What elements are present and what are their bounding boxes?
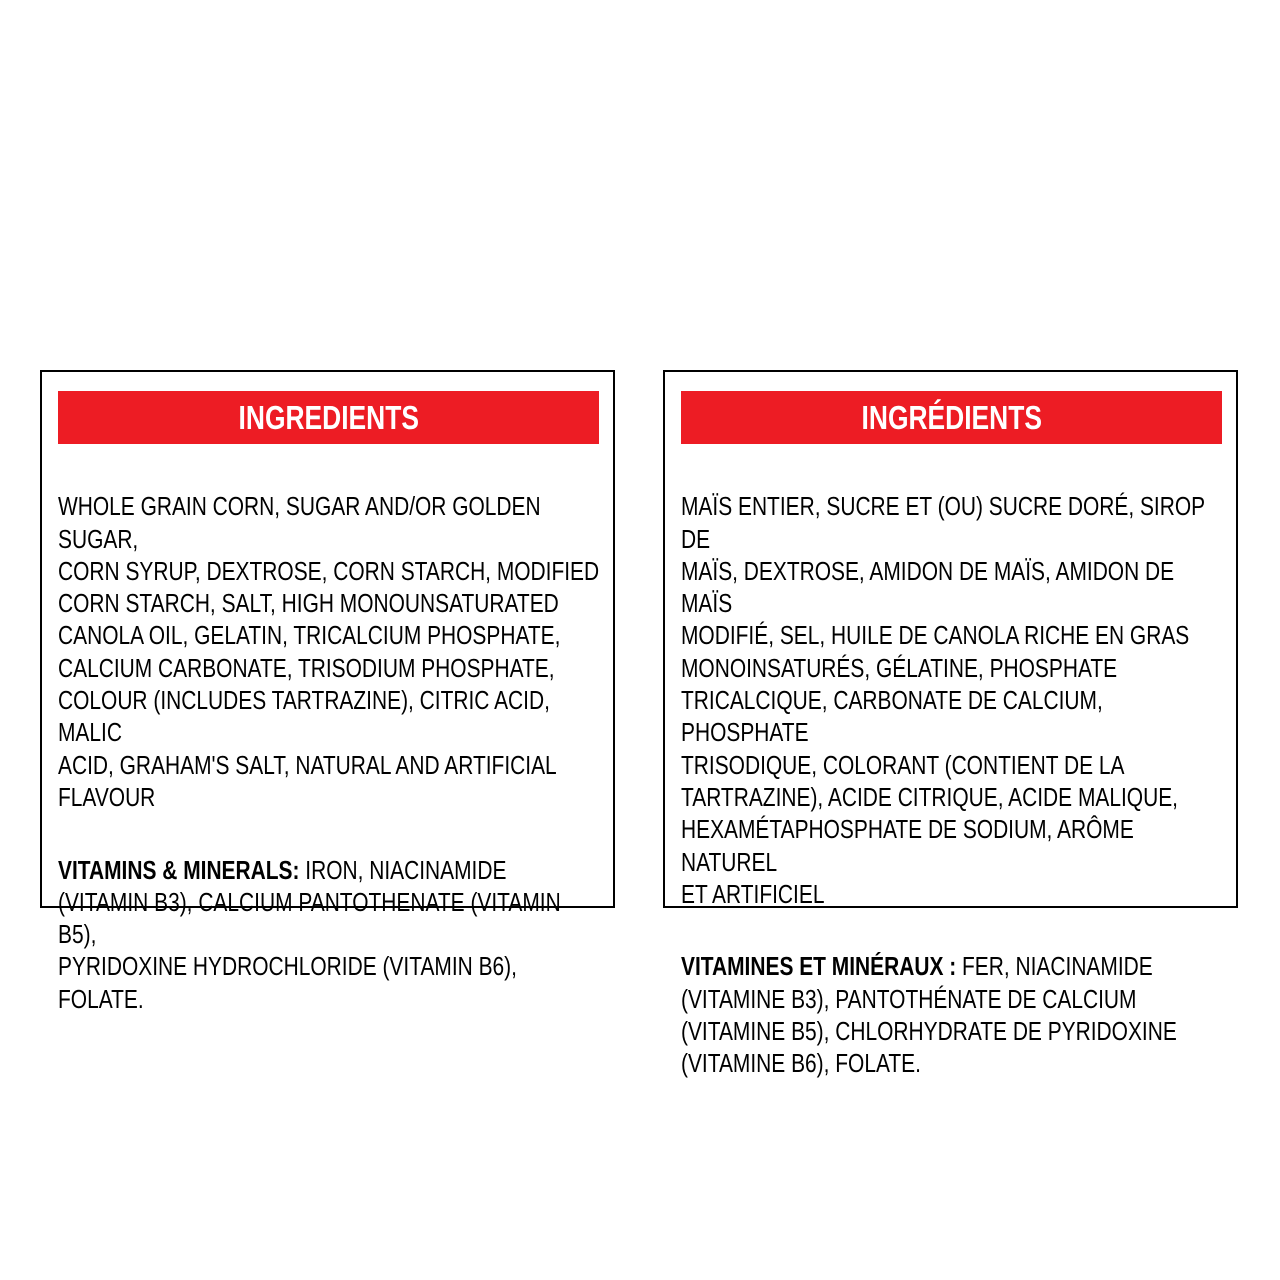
ingredients-panel-english [40, 370, 615, 1014]
vitamins-minerals-english [58, 854, 602, 1015]
ingredients-title-french: INGRÉDIENTS [861, 398, 1042, 436]
ingredients-body-french [681, 458, 1225, 1112]
ingredients-header-bar-english [58, 391, 599, 444]
ingredients-list-french: MAÏS ENTIER, SUCRE ET (OU) SUCRE DORÉ, SIROP DE MAÏS, DEXTROSE, AMIDON DE MAÏS, AMIDON DE MAÏS MODIFIÉ, SEL, HUILE DE CANOLA RICHE EN GRAS MONOINSATURÉS, GÉLATINE, PHOSPHATE TRICALCIQUE, CARBONATE DE CALCIUM, PHOSPHATE TRISODIQUE, COLORANT (CONTIENT DE LA TARTRAZINE), ACIDE CITRIQUE, ACIDE MALIQUE, HEXAMÉTAPHOSPHATE DE SODIUM, ARÔME NATUREL ET ARTIFICIEL [681, 491, 1205, 909]
vitamins-list-french: FER, NIACINAMIDE (VITAMINE B3), PANTOTHÉNATE DE CALCIUM (VITAMINE B5), CHLORHYDRATE DE PYRIDOXINE (VITAMINE B6), FOLATE. [681, 951, 1177, 1079]
ingredients-title-english: INGREDIENTS [238, 398, 419, 436]
ingredients-panel-french [663, 370, 1238, 1079]
ingredients-header-bar-french [681, 391, 1222, 444]
ingredients-list-english: WHOLE GRAIN CORN, SUGAR AND/OR GOLDEN SUGAR, CORN SYRUP, DEXTROSE, CORN STARCH, MODIFIED CORN STARCH, SALT, HIGH MONOUNSATURATED CANOLA OIL, GELATIN, TRICALCIUM PHOSPHATE, CALCIUM CARBONATE, TRISODIUM PHOSPHATE, COLOUR (INCLUDES TARTRAZINE), CITRIC ACID, MALIC ACID, GRAHAM'S SALT, NATURAL AND ARTIFICIAL FLAVOUR [58, 491, 600, 812]
vitamins-label-french: VITAMINES ET MINÉRAUX : [681, 951, 957, 982]
vitamins-list-english: IRON, NIACINAMIDE (VITAMIN B3), CALCIUM PANTOTHENATE (VITAMIN B5), PYRIDOXINE HYDROCHLORIDE (VITAMIN B6), FOLATE. [58, 854, 561, 1014]
ingredients-body-english [58, 458, 602, 1047]
vitamins-minerals-french [681, 950, 1225, 1079]
vitamins-label-english: VITAMINS & MINERALS: [58, 854, 300, 885]
